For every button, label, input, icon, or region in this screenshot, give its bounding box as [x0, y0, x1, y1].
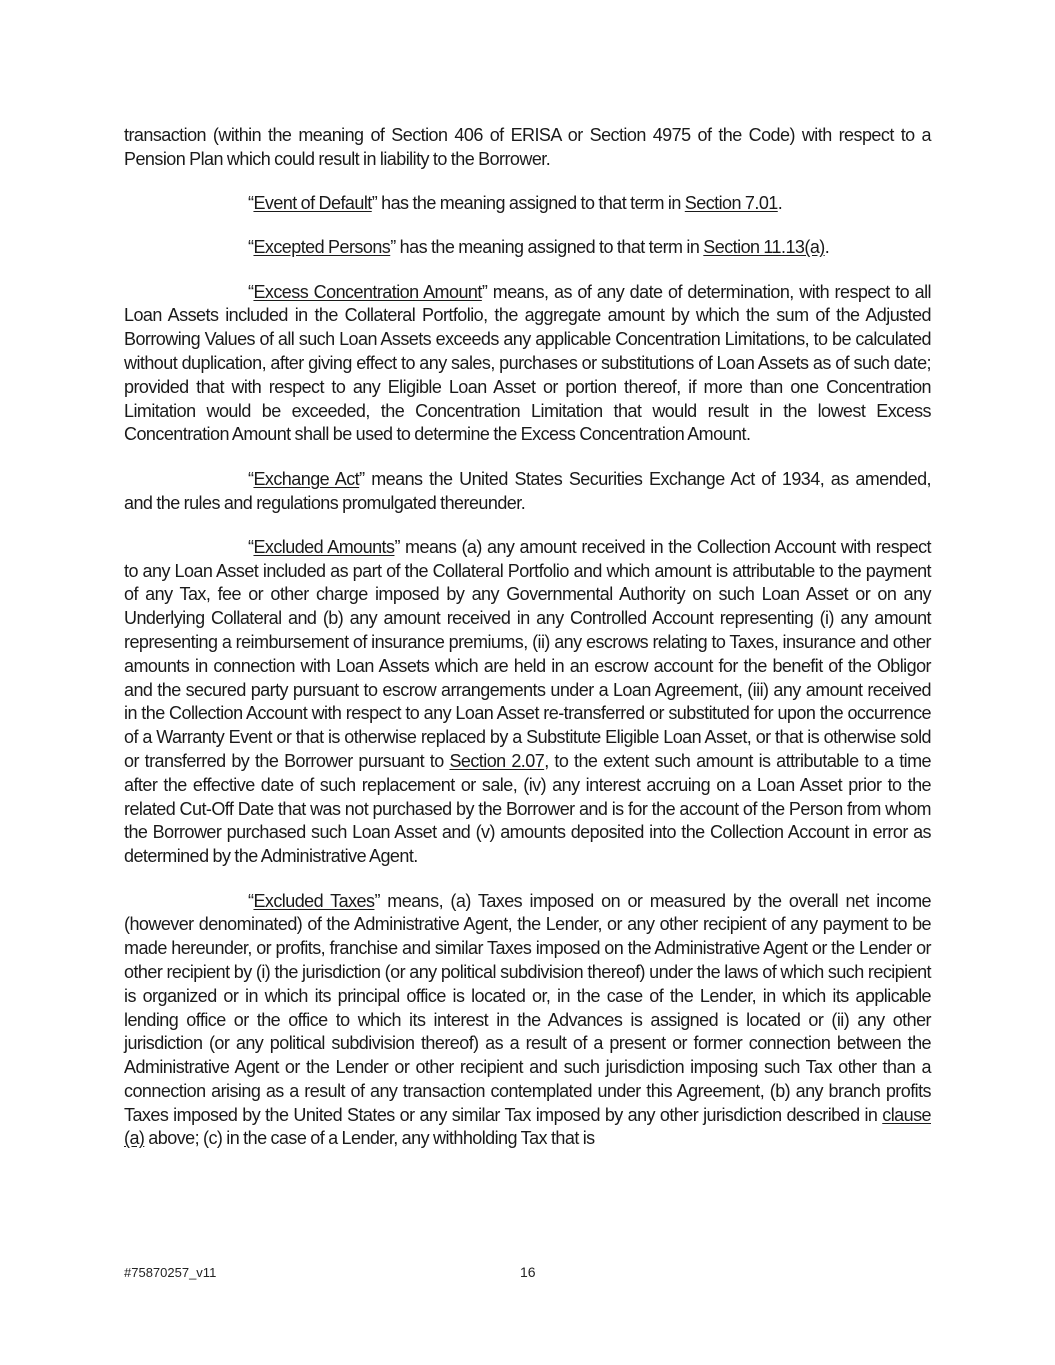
definition-exchange-act — [124, 468, 931, 516]
text-run: ” means, as of any date of determination, with respect to all Loan Assets included in the Collateral Portfolio, the aggregate amount by which the sum of the Adjusted Borrowing Values of all such Loan Assets exceeds any applicable Concentration Limitations, to be calculated without duplication, after giving effect to any sales, purchases or substitutions of Loan Assets as of such date; provided that with respect to any Eligible Loan Asset or portion thereof, if more than one Concentration Limitation would be exceeded, the Concentration Limitation that would result in the lowest Excess Concentration Amount shall be used to determine the Excess Concentration Amount. — [124, 281, 931, 445]
page-number: 16 — [520, 1264, 536, 1280]
text-run: “ — [248, 281, 254, 302]
defined-term: Excluded Amounts — [253, 536, 395, 557]
document-body — [124, 124, 931, 1172]
definition-excepted-persons — [124, 236, 931, 260]
defined-term: Excepted Persons — [253, 237, 391, 258]
text-run: “ — [248, 536, 254, 557]
text-run: above; (c) in the case of a Lender, any withholding Tax that is — [144, 1128, 595, 1149]
definition-event-of-default — [124, 192, 931, 216]
text-run: ” means the United States Securities Exchange Act of 1934, as amended, and the rules and regulations promulgated thereunder. — [124, 468, 931, 513]
defined-term: Exchange Act — [253, 468, 360, 489]
text-run: “ — [248, 468, 254, 489]
text-run: , to the extent such amount is attributable to a time after the effective date of such replacement or sale, (iv) any interest accruing on a Loan Asset prior to the related Cut-Off Date that was not purchased by the Borrower and is for the account of the Person from whom the Borrower purchased such Loan Asset and (v) amounts deposited into the Collection Account in error as determined by the Administrative Agent. — [124, 751, 931, 867]
text-run: “ — [248, 890, 254, 911]
definition-excess-concentration-amount — [124, 281, 931, 448]
text-run: ” means, (a) Taxes imposed on or measured by the overall net income (however denominated) of the Administrative Agent, the Lender, or any other recipient of any payment to be made hereunder, or profits, franchise and similar Taxes imposed on the Administrative Agent or the Lender or other recipient by (i) the jurisdiction (or any political subdivision thereof) under the laws of which such recipient is organized or in which its principal office is located or, in the case of the Lender, in which its applicable lending office or the office to which its interest in the Advances is assigned is located or (ii) any other jurisdiction (or any political subdivision thereof) as a result of a present or former connection between the Administrative Agent or the Lender or other recipient and such jurisdiction imposing such Tax other than a connection arising as a result of any transaction contemplated under this Agreement, (b) any branch profits Taxes imposed by the United States or any similar Tax imposed by any other jurisdiction described in — [124, 890, 931, 1125]
text-run: “ — [248, 237, 254, 258]
section-reference: Section 2.07 — [449, 751, 545, 772]
section-reference: Section 7.01 — [684, 193, 778, 214]
definition-excluded-taxes — [124, 890, 931, 1152]
document-id: #75870257_v11 — [124, 1265, 217, 1280]
defined-term: Event of Default — [253, 193, 372, 214]
paragraph-erisa-continuation — [124, 124, 931, 172]
text-run: ” has the meaning assigned to that term in — [371, 193, 685, 214]
section-reference: Section 11.13(a) — [703, 237, 825, 258]
text-run: . — [777, 193, 783, 214]
text-run: ” has the meaning assigned to that term in — [390, 237, 704, 258]
text-run: “ — [248, 193, 254, 214]
text-run: transaction (within the meaning of Section 406 of ERISA or Section 4975 of the Code) with respect to a Pension Plan which could result in liability to the Borrower. — [124, 125, 931, 169]
defined-term: Excluded Taxes — [253, 890, 375, 911]
text-run: ” means (a) any amount received in the Collection Account with respect to any Loan Asset included as part of the Collateral Portfolio and which amount is attributable to the payment of any Tax, fee or other charge imposed by any Governmental Authority on such Loan Asset or on any Underlying Collateral and (b) any amount received in any Controlled Account representing (i) any amount representing a reimbursement of insurance premiums, (ii) any escrows relating to Taxes, insurance and other amounts in connection with Loan Assets which are held in an escrow account for the benefit of the Obligor and the secured party pursuant to escrow arrangements under a Loan Agreement, (iii) any amount received in the Collection Account with respect to any Loan Asset re-transferred or substituted for upon the occurrence of a Warranty Event or that is otherwise replaced by a Substitute Eligible Loan Asset, or that is otherwise sold or transferred by the Borrower pursuant to — [124, 536, 931, 772]
clause-reference: clause (a) — [124, 1104, 931, 1149]
text-run: . — [824, 237, 830, 258]
defined-term: Excess Concentration Amount — [253, 281, 482, 302]
definition-excluded-amounts — [124, 536, 931, 869]
